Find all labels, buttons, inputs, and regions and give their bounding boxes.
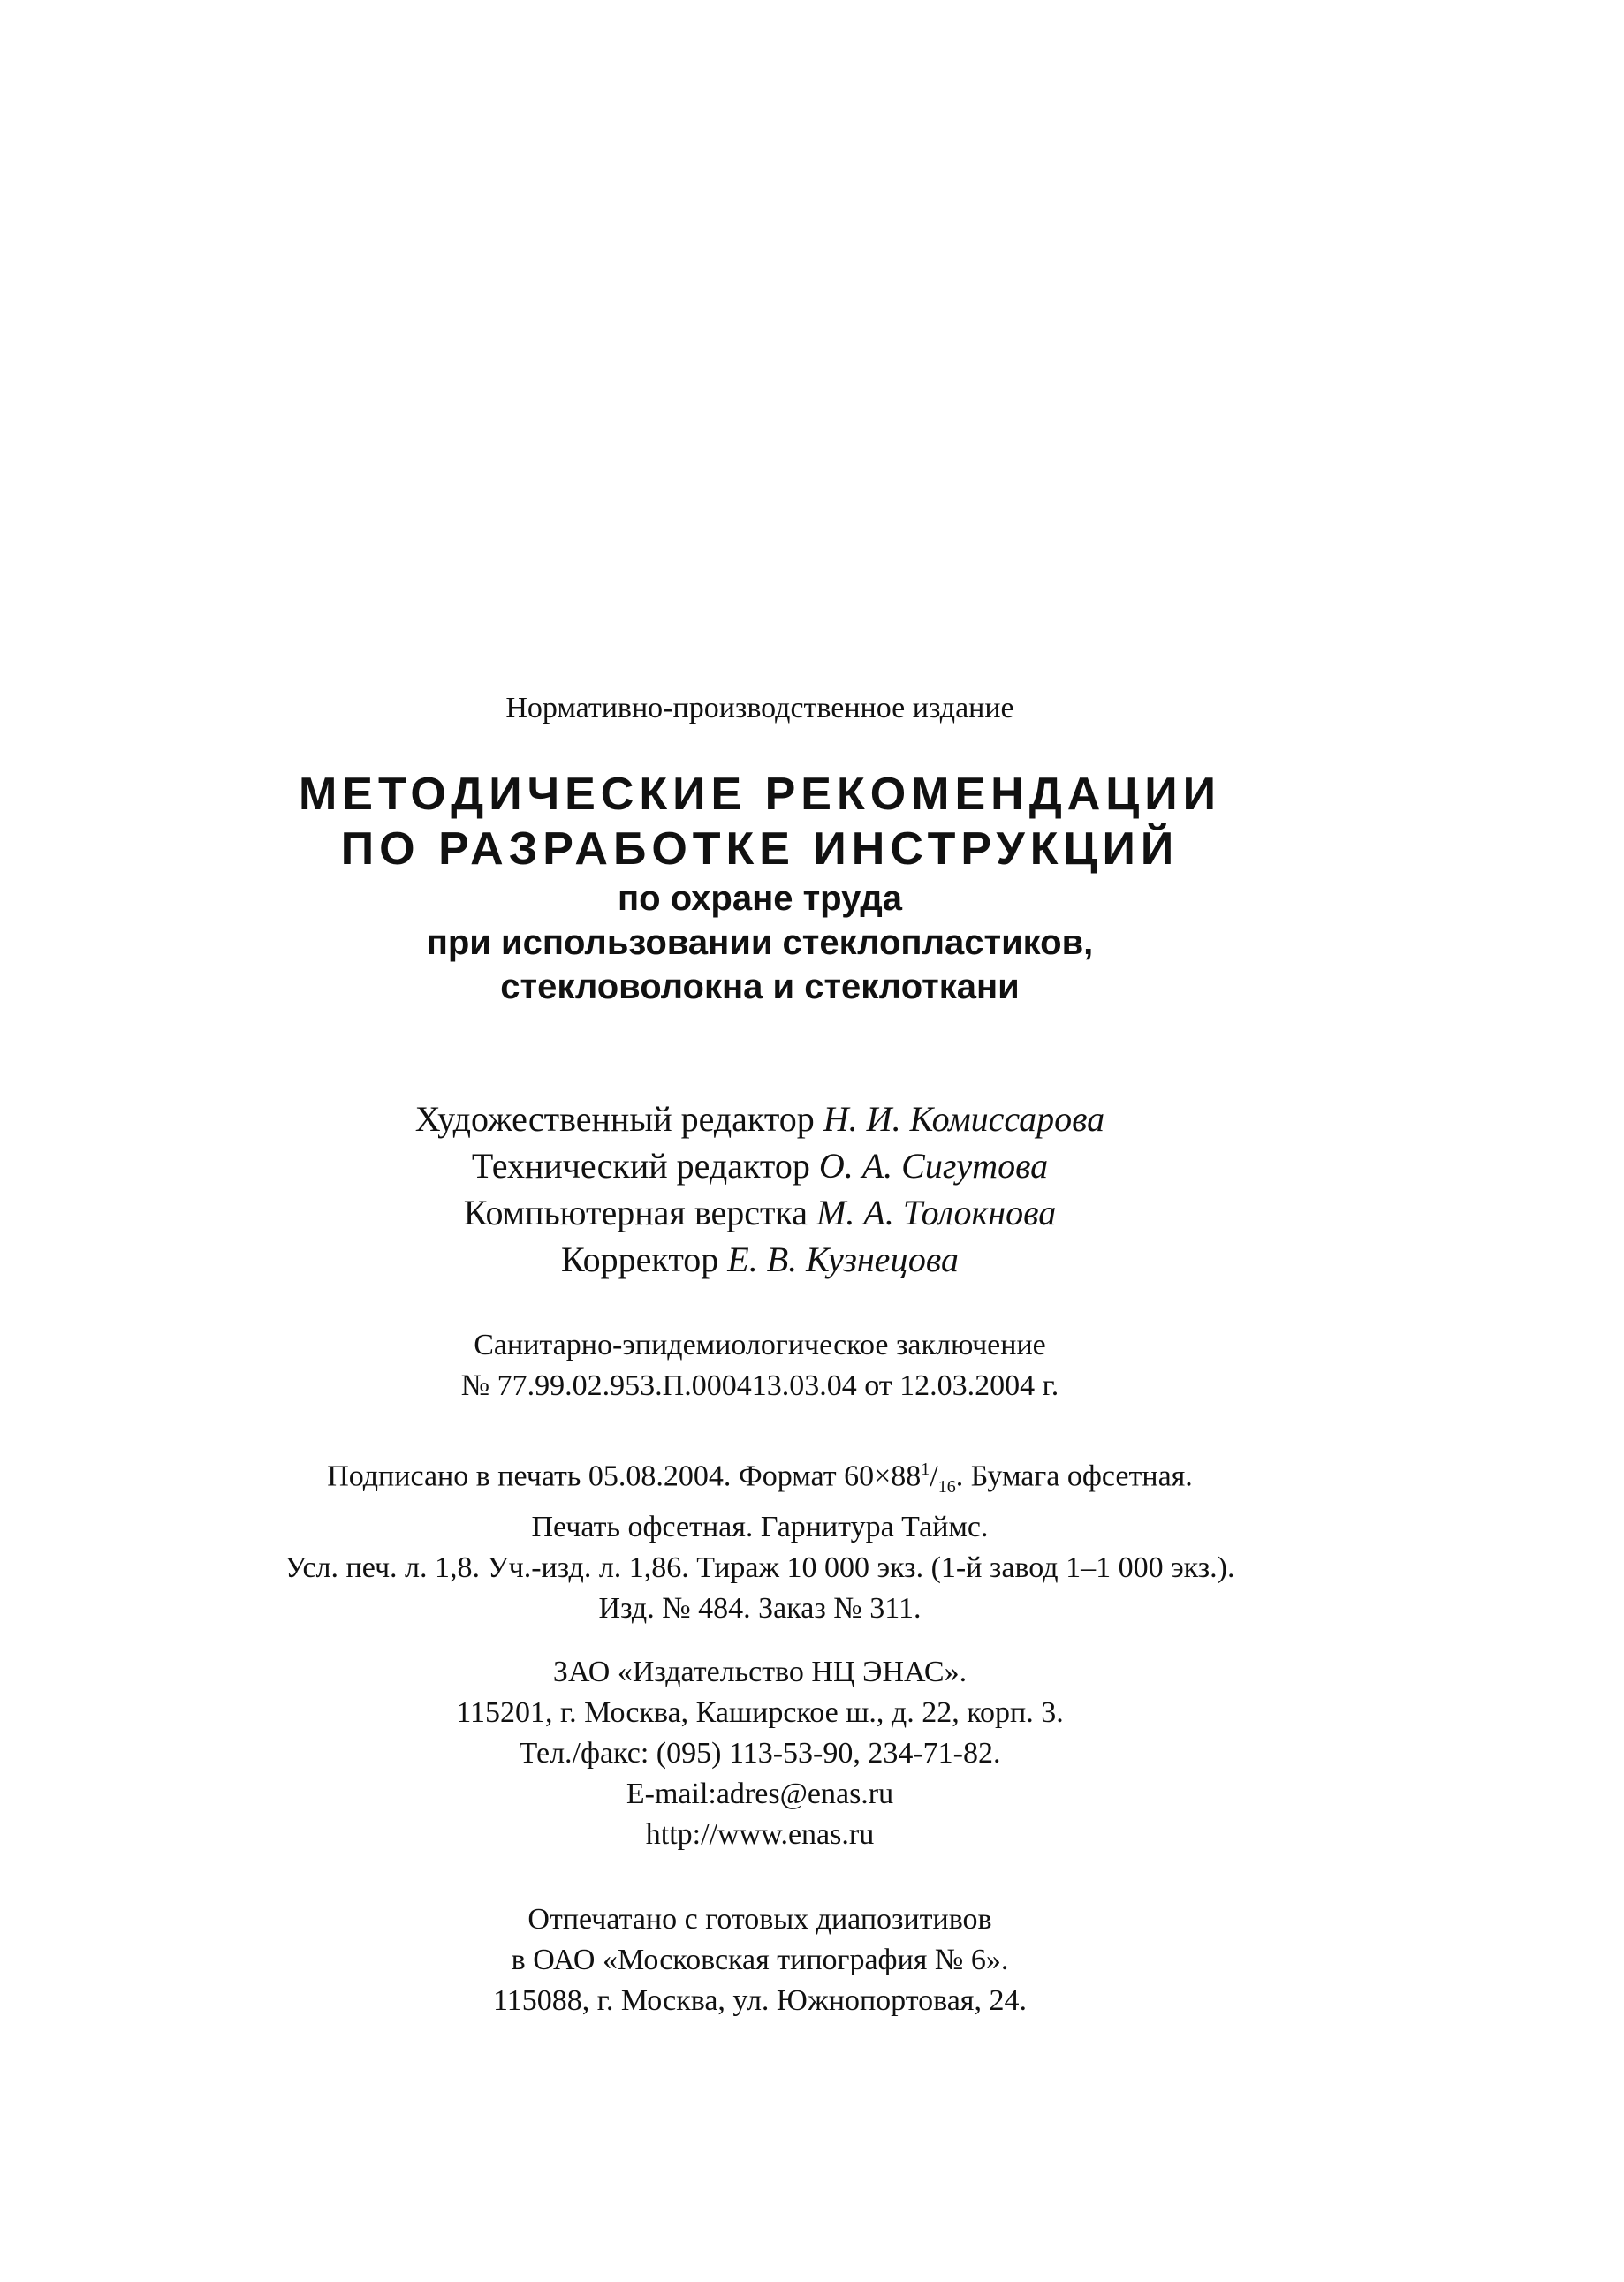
credit-role: Технический редактор [471, 1146, 810, 1186]
sanitary-line-2: № 77.99.02.953.П.000413.03.04 от 12.03.2004 г. [460, 1369, 1059, 1402]
publication-type-text: Нормативно-производственное издание [505, 692, 1014, 724]
credit-proofreader [0, 1236, 1520, 1283]
publication-type [0, 689, 1520, 728]
publisher-phone: Тел./факс: (095) 113-53-90, 234-71-82. [519, 1737, 1001, 1770]
title-line-1: МЕТОДИЧЕСКИЕ РЕКОМЕНДАЦИИ [298, 769, 1222, 820]
credit-name: М. А. Толокнова [816, 1193, 1057, 1232]
printer-line-2: в ОАО «Московская типография № 6». [511, 1944, 1009, 1976]
format-slash: / [930, 1459, 938, 1493]
publisher-email: E-mail:adres@enas.ru [626, 1778, 894, 1810]
printer-info [0, 1899, 1520, 2021]
sanitary-line-1: Санитарно-эпидемиологическое заключение [474, 1329, 1046, 1361]
subtitle-line-2: при использовании стеклопластиков, [426, 923, 1094, 962]
credit-role: Компьютерная верстка [463, 1193, 808, 1232]
publisher-website: http://www.enas.ru [645, 1818, 875, 1851]
credit-name: О. А. Сигутова [818, 1146, 1049, 1186]
publisher-name: ЗАО «Издательство НЦ ЭНАС». [552, 1656, 968, 1688]
print-line-1-prefix: Подписано в печать 05.08.2004. Формат 60×88 [327, 1459, 922, 1493]
printer-line-1: Отпечатано с готовых диапозитивов [527, 1903, 992, 1936]
credit-name: Е. В. Кузнецова [727, 1240, 960, 1279]
print-details [0, 1449, 1520, 1629]
subtitle-line-3: стекловолокна и стеклоткани [500, 967, 1020, 1006]
sanitary-certificate [0, 1325, 1520, 1406]
print-line-4: Изд. № 484. Заказ № 311. [598, 1592, 922, 1626]
subtitle-line-1: по охране труда [618, 879, 902, 918]
printer-line-3: 115088, г. Москва, ул. Южнопортовая, 24. [493, 1984, 1027, 2017]
credit-name: Н. И. Комиссарова [823, 1099, 1105, 1139]
print-line-3: Усл. печ. л. 1,8. Уч.-изд. л. 1,86. Тираж 10 000 экз. (1-й завод 1–1 000 экз.). [285, 1551, 1235, 1585]
publisher-address: 115201, г. Москва, Каширское ш., д. 22, корп. 3. [456, 1696, 1064, 1729]
credit-role: Художественный редактор [414, 1099, 815, 1139]
credit-art-editor [0, 1096, 1520, 1142]
book-title [0, 767, 1520, 1009]
format-denominator: 16 [937, 1477, 956, 1497]
publisher-info [0, 1652, 1520, 1855]
editorial-credits [0, 1096, 1520, 1283]
credit-layout [0, 1189, 1520, 1236]
print-line-2: Печать офсетная. Гарнитура Таймс. [531, 1511, 989, 1544]
credit-technical-editor [0, 1142, 1520, 1189]
print-line-1 [0, 1449, 1520, 1507]
print-line-1-suffix: . Бумага офсетная. [955, 1459, 1193, 1493]
format-numerator: 1 [921, 1459, 930, 1479]
credit-role: Корректор [560, 1240, 719, 1279]
title-line-2: ПО РАЗРАБОТКЕ ИНСТРУКЦИЙ [340, 823, 1180, 875]
